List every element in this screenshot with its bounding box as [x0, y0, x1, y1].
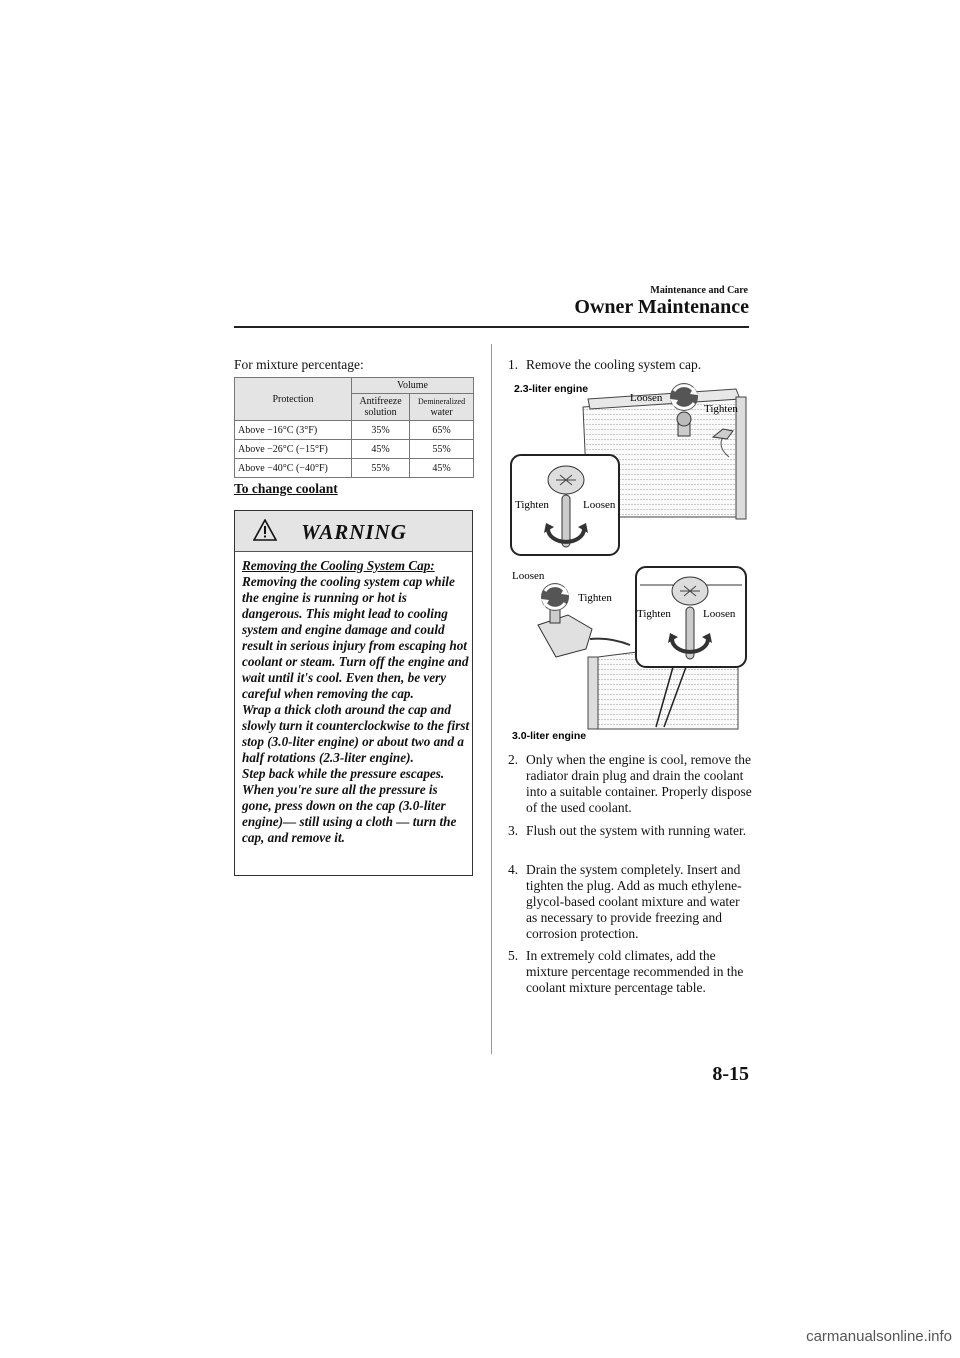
watermark: carmanualsonline.info: [806, 1328, 952, 1345]
step-text: In extremely cold climates, add the mixture percentage recommended in the coolant mixture percentage table.: [526, 948, 744, 995]
warning-paragraph-1: Removing the cooling system cap while the engine is running or hot is dangerous. This might lead to cooling system and engine damage and could result in serious injury from escaping hot coolant or steam. Turn off the engine and wait until it's cool. Even then, be very careful when removing the cap.: [242, 574, 469, 701]
step-text: Only when the engine is cool, remove the radiator drain plug and drain the coolant into a suitable container. Properly dispose of the used coolant.: [526, 752, 752, 815]
water-header: [410, 394, 474, 421]
water-cell: 45%: [410, 459, 474, 478]
water-cell: 65%: [410, 421, 474, 440]
step-5: [508, 948, 753, 996]
step-2: [508, 752, 753, 816]
label-3-0-liter-engine: 3.0-liter engine: [512, 730, 587, 742]
warning-title: WARNING: [301, 520, 407, 544]
warning-body: [242, 558, 470, 846]
label-loosen: Loosen: [583, 499, 616, 511]
header-rule: [234, 326, 749, 328]
water-cell: 55%: [410, 440, 474, 459]
warning-header: [235, 511, 472, 552]
step-number: 2.: [508, 752, 519, 767]
warning-paragraph-2: Wrap a thick cloth around the cap and slowly turn it counterclockwise to the first stop (3.0-liter engine) or about two and a half rotations (2.3-liter engine).: [242, 702, 470, 765]
page-number: 8-15: [712, 1063, 749, 1085]
warning-box: [234, 510, 473, 876]
antifreeze-cell: 45%: [352, 440, 410, 459]
radiator-cap-figure: [508, 377, 753, 742]
mixture-lead-text: For mixture percentage:: [234, 357, 364, 372]
step-1: [508, 357, 753, 373]
step-number: 4.: [508, 862, 519, 877]
water-header-line2: water: [430, 407, 453, 418]
table-row: [235, 421, 474, 440]
label-tighten: Tighten: [515, 499, 549, 511]
step-number: 5.: [508, 948, 519, 963]
change-coolant-heading: To change coolant: [234, 481, 338, 496]
volume-header: Volume: [352, 378, 474, 394]
rotate-arrow-icon: [670, 383, 698, 411]
antifreeze-header-line1: Antifreeze: [359, 396, 402, 407]
protection-cell: Above −16°C (3°F): [235, 421, 352, 440]
warning-paragraph-3: Step back while the pressure escapes. When you're sure all the pressure is gone, press down on the cap (3.0-liter engine)— still using a cloth — turn the cap, and remove it.: [242, 766, 457, 845]
step-number: 3.: [508, 823, 519, 838]
table-row: [235, 459, 474, 478]
antifreeze-header-line2: solution: [364, 407, 397, 418]
step-text: Flush out the system with running water.: [526, 823, 747, 838]
warning-heading: Removing the Cooling System Cap:: [242, 558, 435, 573]
step-3: [508, 823, 753, 839]
step-text: Drain the system completely. Insert and tighten the plug. Add as much ethylene-glycol-based coolant mixture and water as necessary to provide freezing and corrosion protection.: [526, 862, 742, 941]
page-title: Owner Maintenance: [574, 296, 749, 318]
antifreeze-header: [352, 394, 410, 421]
label-loosen: Loosen: [630, 392, 663, 404]
protection-cell: Above −40°C (−40°F): [235, 459, 352, 478]
label-2-3-liter-engine: 2.3-liter engine: [514, 383, 589, 395]
column-divider: [491, 344, 492, 1054]
section-label: Maintenance and Care: [650, 285, 748, 296]
protection-header: Protection: [235, 378, 352, 421]
table-row: [235, 440, 474, 459]
antifreeze-cell: 55%: [352, 459, 410, 478]
label-tighten: Tighten: [578, 592, 612, 604]
label-tighten: Tighten: [637, 608, 671, 620]
water-header-line1: Demineralized: [418, 397, 466, 406]
step-4: [508, 862, 753, 942]
protection-cell: Above −26°C (−15°F): [235, 440, 352, 459]
step-text: Remove the cooling system cap.: [526, 357, 702, 372]
rotate-arrow-icon: [541, 583, 569, 611]
mixture-table: [234, 377, 474, 478]
label-loosen: Loosen: [703, 608, 736, 620]
antifreeze-cell: 35%: [352, 421, 410, 440]
label-loosen: Loosen: [512, 570, 545, 582]
label-tighten: Tighten: [704, 403, 738, 415]
step-number: 1.: [508, 357, 519, 372]
